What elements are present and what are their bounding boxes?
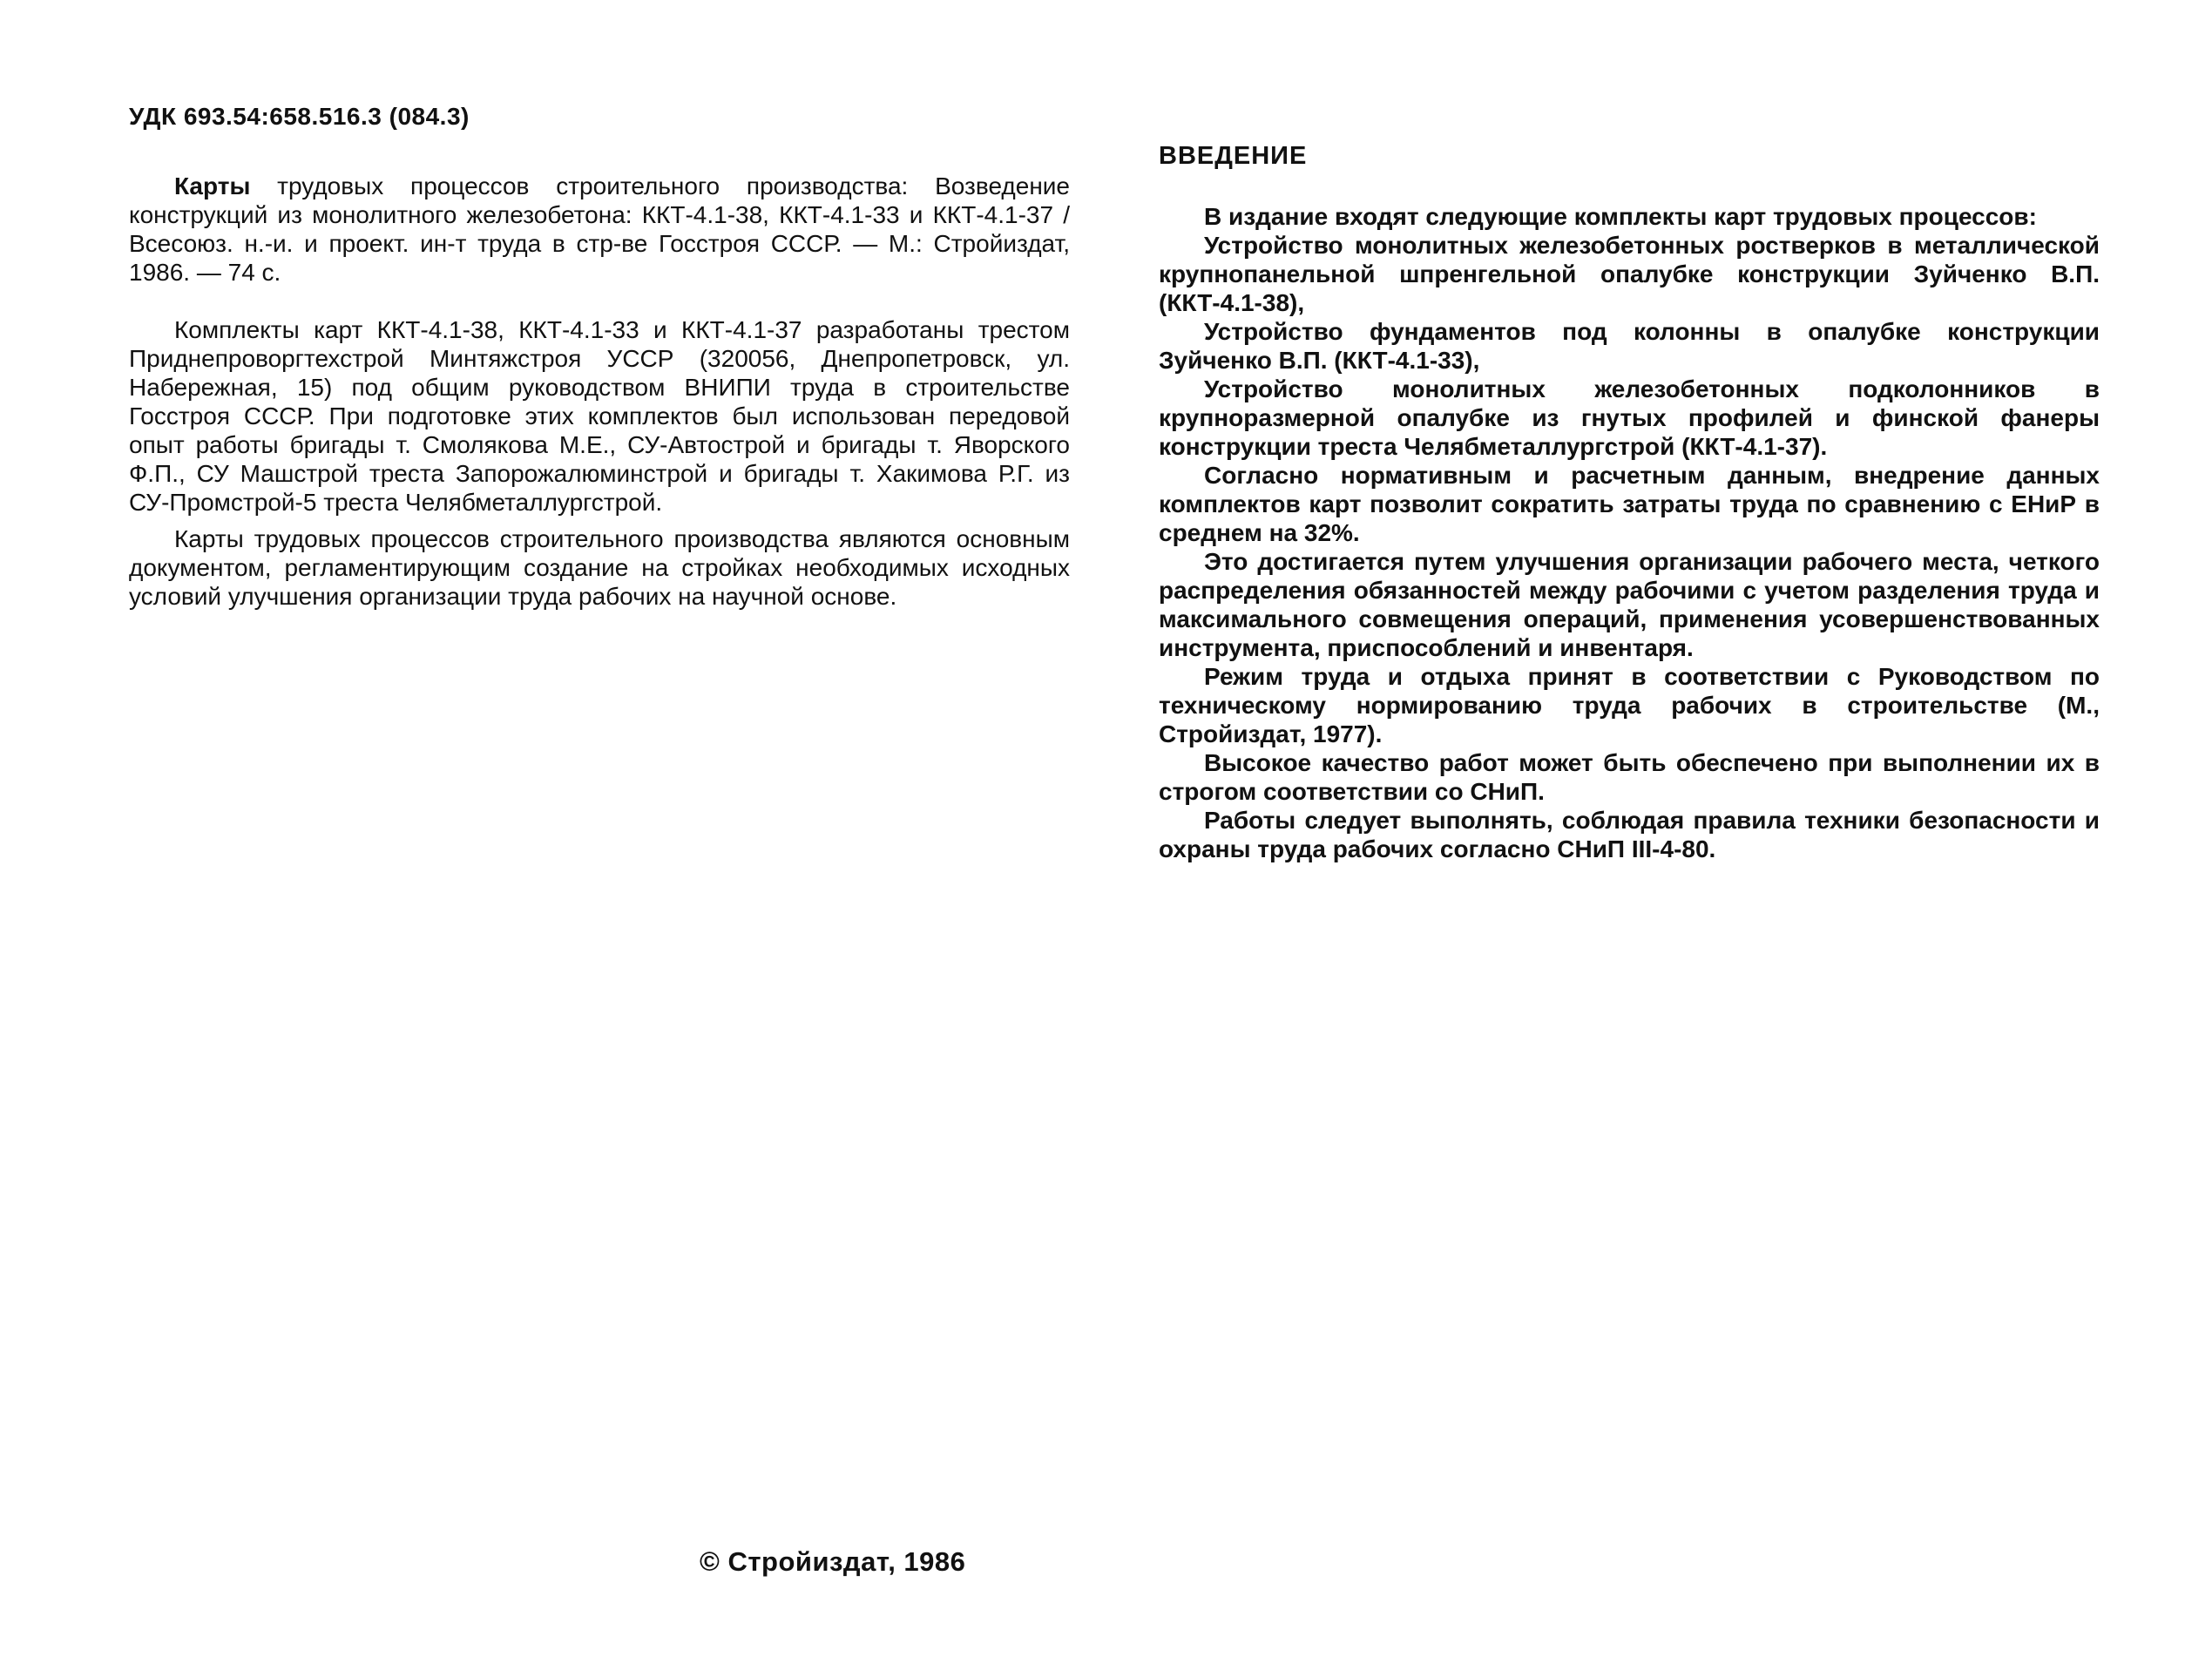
annotation-paragraph: Комплекты карт ККТ-4.1-38, ККТ-4.1-33 и ККТ-4.1-37 разработаны трестом Приднепроворгтехстрой Минтяжстроя УССР (320056, Днепропетровск, ул. Набережная, 15) под общим руководством ВНИПИ труда в строительстве Госстроя СССР. При подготовке этих комплектов был использован передовой опыт работы бригады т. Смолякова М.Е., СУ-Автострой и бригады т. Яворского Ф.П., СУ Машстрой треста Запорожалюминстрой и бригады т. Хакимова Р.Г. из СУ-Промстрой-5 треста Челябметаллургстрой.	[129, 316, 1070, 516]
introduction-body	[1159, 202, 2100, 863]
copyright-notice: © Стройиздат, 1986	[700, 1546, 966, 1577]
bibliographic-entry	[129, 172, 1070, 287]
intro-paragraph: Высокое качество работ может быть обеспечено при выполнении их в строгом соответствии со СНиП.	[1159, 749, 2100, 805]
bibliographic-lead: Карты	[174, 172, 251, 199]
section-title: ВВЕДЕНИЕ	[1159, 142, 1308, 170]
udc-code: УДК 693.54:658.516.3 (084.3)	[129, 103, 470, 130]
right-page	[1159, 0, 2100, 1677]
intro-paragraph: В издание входят следующие комплекты карт трудовых процессов:	[1204, 203, 2037, 230]
annotation	[129, 315, 1070, 611]
intro-paragraph: Режим труда и отдыха принят в соответствии с Руководством по техническому нормированию труда рабочих в строительстве (М., Стройиздат, 1977).	[1159, 663, 2100, 747]
intro-paragraph: Это достигается путем улучшения организации рабочего места, четкого распределения обязанностей между рабочими с учетом разделения труда и максимального совмещения операций, применения усовершенствованных инструмента, приспособлений и инвентаря.	[1159, 548, 2100, 661]
intro-paragraph: Устройство фундаментов под колонны в опалубке конструкции Зуйченко В.П. (ККТ-4.1-33),	[1159, 318, 2100, 374]
bibliographic-rest: трудовых процессов строительного производства: Возведение конструкций из монолитного железобетона: ККТ-4.1-38, ККТ-4.1-33 и ККТ-4.1-37 /Всесоюз. н.-и. и проект. ин-т труда в стр-ве Госстроя СССР. — М.: Стройиздат, 1986. — 74 с.	[129, 172, 1070, 286]
intro-paragraph: Согласно нормативным и расчетным данным, внедрение данных комплектов карт позволит сократить затраты труда по сравнению с ЕНиР в среднем на 32%.	[1159, 462, 2100, 546]
intro-paragraph: Устройство монолитных железобетонных ростверков в металлической крупнопанельной шпренгельной опалубке конструкции Зуйченко В.П. (ККТ-4.1-38),	[1159, 232, 2100, 316]
intro-paragraph: Работы следует выполнять, соблюдая правила техники безопасности и охраны труда рабочих согласно СНиП III-4-80.	[1159, 807, 2100, 862]
annotation-paragraph: Карты трудовых процессов строительного производства являются основным документом, регламентирующим создание на стройках необходимых исходных условий улучшения организации труда рабочих на научной основе.	[129, 525, 1070, 610]
intro-paragraph: Устройство монолитных железобетонных подколонников в крупноразмерной опалубке из гнутых профилей и финской фанеры конструкции треста Челябметаллургстрой (ККТ-4.1-37).	[1159, 375, 2100, 460]
left-page	[129, 0, 1070, 1677]
